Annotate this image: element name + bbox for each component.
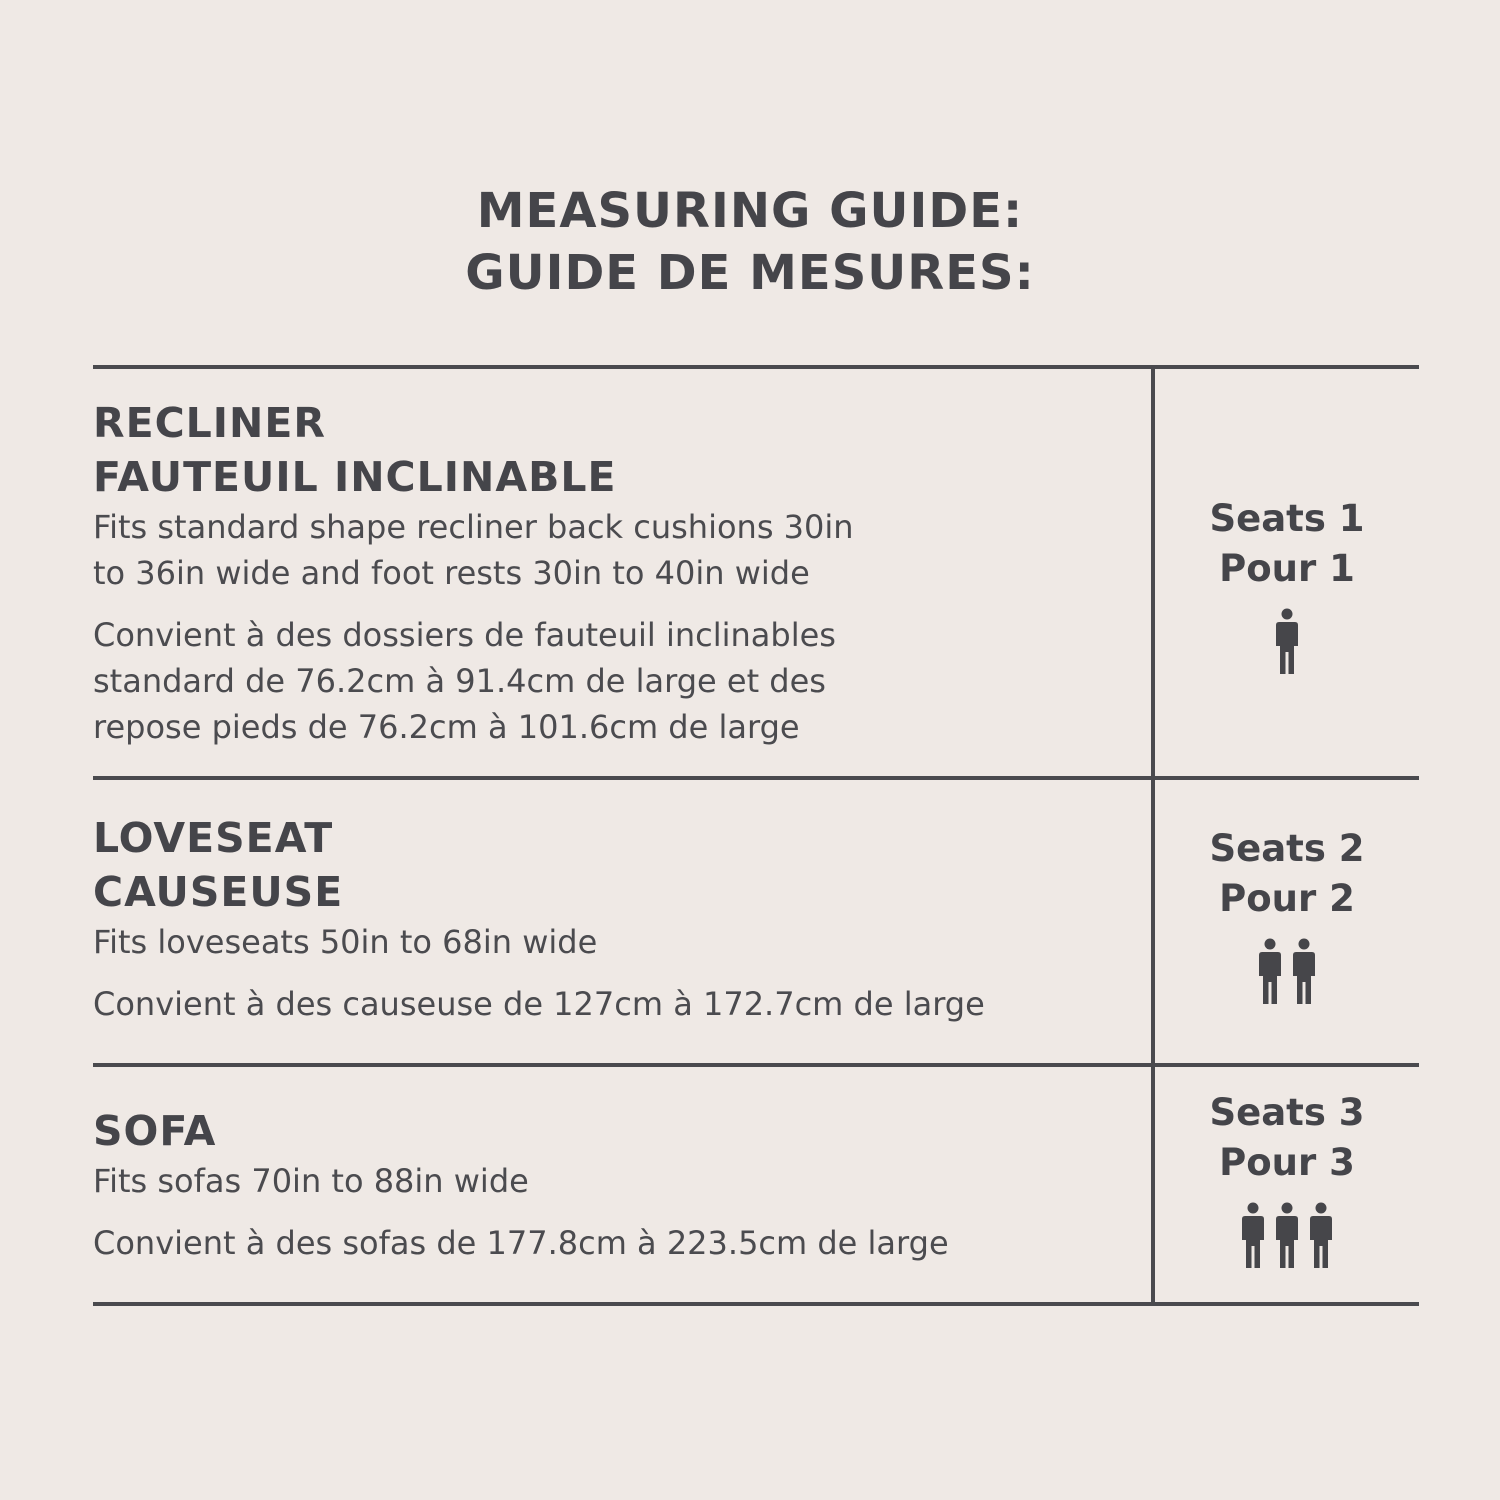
person-icon (1289, 938, 1319, 1004)
page-title (0, 180, 1500, 304)
title-french: GUIDE DE MESURES: (465, 245, 1035, 301)
title-english: MEASURING GUIDE: (476, 183, 1024, 239)
recliner-name-en: RECLINER (93, 399, 326, 447)
recliner-info (93, 396, 1143, 750)
recliner-desc-fr-line3: repose pieds de 76.2cm à 101.6cm de large (93, 708, 800, 746)
sofa-seats-fr: Pour 3 (1219, 1141, 1355, 1184)
loveseat-desc-en-line1: Fits loveseats 50in to 68in wide (93, 923, 598, 961)
loveseat-seats (1155, 824, 1419, 1004)
sofa-desc-fr (93, 1220, 1143, 1266)
loveseat-people (1155, 938, 1419, 1004)
recliner-desc-en-line2: to 36in wide and foot rests 30in to 40in wide (93, 554, 810, 592)
loveseat-desc-en (93, 919, 1143, 965)
recliner-seats (1155, 494, 1419, 674)
table-rule-row2 (93, 1063, 1419, 1067)
recliner-seats-en: Seats 1 (1209, 497, 1365, 540)
loveseat-desc-fr (93, 981, 1143, 1027)
recliner-desc-fr-line1: Convient à des dossiers de fauteuil inclinables (93, 616, 836, 654)
loveseat-seats-en: Seats 2 (1209, 827, 1365, 870)
recliner-name-fr: FAUTEUIL INCLINABLE (93, 453, 617, 501)
table-rule-row1 (93, 776, 1419, 780)
person-icon (1272, 608, 1302, 674)
person-icon (1255, 938, 1285, 1004)
sofa-desc-en (93, 1158, 1143, 1204)
loveseat-seats-fr: Pour 2 (1219, 877, 1355, 920)
loveseat-name-en: LOVESEAT (93, 814, 334, 862)
person-icon (1272, 1202, 1302, 1268)
recliner-people (1155, 608, 1419, 674)
recliner-desc-en-line1: Fits standard shape recliner back cushions 30in (93, 508, 854, 546)
sofa-info (93, 1104, 1143, 1266)
sofa-seats (1155, 1088, 1419, 1268)
sofa-desc-en-line1: Fits sofas 70in to 88in wide (93, 1162, 529, 1200)
recliner-desc-fr (93, 612, 1143, 750)
recliner-seats-fr: Pour 1 (1219, 547, 1355, 590)
loveseat-info (93, 811, 1143, 1027)
sofa-name-en: SOFA (93, 1107, 217, 1155)
recliner-desc-fr-line2: standard de 76.2cm à 91.4cm de large et des (93, 662, 826, 700)
table-rule-bottom (93, 1302, 1419, 1306)
sofa-seats-en: Seats 3 (1209, 1091, 1365, 1134)
loveseat-desc-fr-line1: Convient à des causeuse de 127cm à 172.7cm de large (93, 985, 985, 1023)
table-rule-top (93, 365, 1419, 369)
recliner-desc-en (93, 504, 1143, 596)
person-icon (1306, 1202, 1336, 1268)
loveseat-name-fr: CAUSEUSE (93, 868, 344, 916)
sofa-people (1155, 1202, 1419, 1268)
person-icon (1238, 1202, 1268, 1268)
sofa-desc-fr-line1: Convient à des sofas de 177.8cm à 223.5cm de large (93, 1224, 949, 1262)
